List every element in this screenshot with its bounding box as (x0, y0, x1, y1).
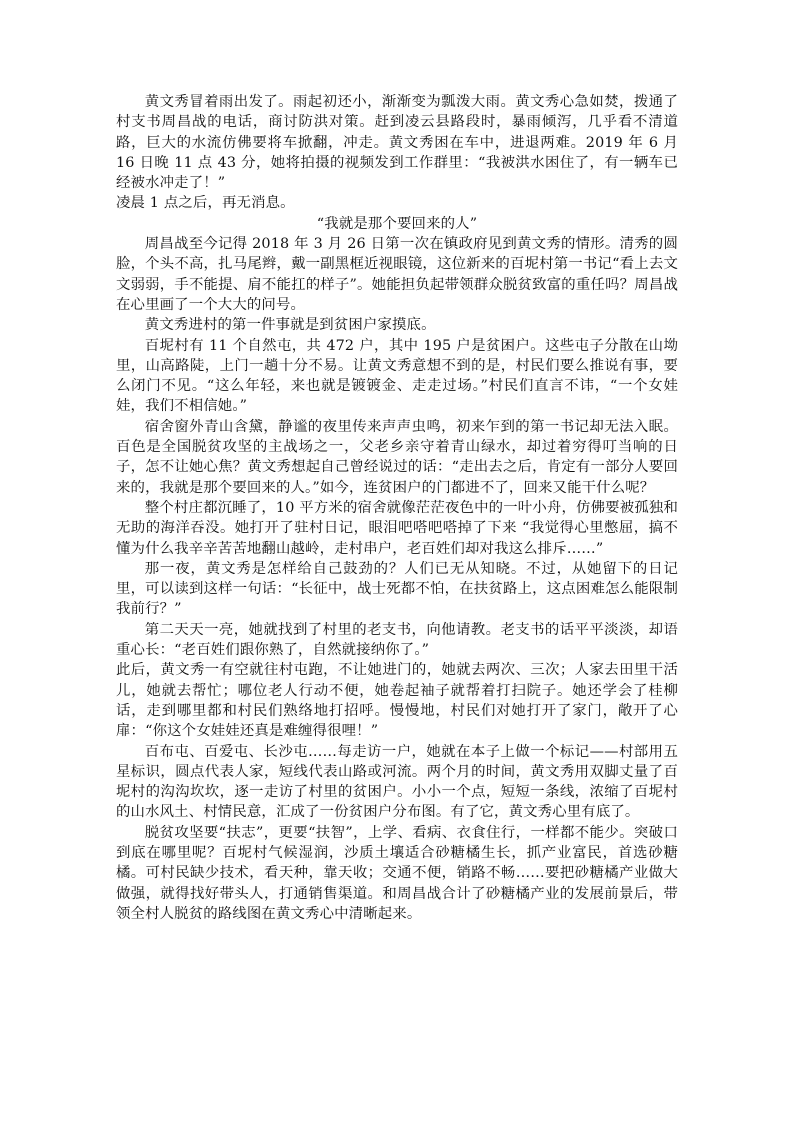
section-heading: “我就是那个要回来的人” (316, 215, 478, 232)
paragraph: 脱贫攻坚要“扶志”，更要“扶智”，上学、看病、衣食住行，一样都不能少。突破口到底在哪里呢？百坭村气候湿润，沙质土壤适合砂糖橘生长，抓产业富民，首选砂糖橘。可村民缺少技术，看天种，靠天收；交通不便，销路不畅……要把砂糖橘产业做大做强，就得找好带头人，打通销售渠道。和周昌战合计了砂糖橘产业的发展前景后，带领全村人脱贫的路线图在黄文秀心中清晰起来。 (116, 824, 678, 922)
paragraph: 第二天天一亮，她就找到了村里的老支书，向他请教。老支书的话平平淡淡，却语重心长：“老百姓们跟你熟了，自然就接纳你了。” (116, 621, 678, 659)
paragraph: 宿舍窗外青山含黛，静谧的夜里传来声声虫鸣，初来乍到的第一书记却无法入眠。百色是全国脱贫攻坚的主战场之一，父老乡亲守着青山绿水，却过着穷得叮当响的日子，怎不让她心焦？黄文秀想起自己曾经说过的话：“走出去之后，肯定有一部分人要回来的，我就是那个要回来的人。”如今，连贫困户的门都进不了，回来又能干什么呢？ (116, 418, 678, 496)
paragraph: 百布屯、百爱屯、长沙屯……每走访一户，她就在本子上做一个标记——村部用五星标识，圆点代表人家，短线代表山路或河流。两个月的时间，黄文秀用双脚丈量了百坭村的沟沟坎坎，逐一走访了村里的贫困户。小小一个点，短短一条线，浓缩了百坭村的山水风土、村情民意，汇成了一份贫困户分布图。有了它，黄文秀心里有底了。 (116, 743, 678, 821)
paragraph: 周昌战至今记得 2018 年 3 月 26 日第一次在镇政府见到黄文秀的情形。清秀的圆脸，个头不高，扎马尾辫，戴一副黑框近视眼镜，这位新来的百坭村第一书记“看上去文文弱弱，手不能提、肩不能扛的样子”。她能担负起带领群众脱贫致富的重任吗？周昌战在心里画了一个大大的问号。 (116, 236, 678, 313)
paragraph: 黄文秀冒着雨出发了。雨起初还小，渐渐变为瓢泼大雨。黄文秀心急如焚，拨通了村支书周昌战的电话，商讨防洪对策。赶到凌云县路段时，暴雨倾泻，几乎看不清道路，巨大的水流仿佛要将车掀翻，冲走。黄文秀困在车中，进退两难。2019 年 6 月 16 日晚 11 点 43 分，她将拍摄的视频发到工作群里：“我被洪水困住了，有一辆车已经被水冲走了！” (116, 94, 678, 192)
document-body (116, 92, 678, 924)
paragraph: 凌晨 1 点之后，再无消息。 (116, 195, 295, 212)
paragraph: 百坭村有 11 个自然屯，共 472 户，其中 195 户是贫困户。这些屯子分散在山坳里，山高路陡，上门一趟十分不易。让黄文秀意想不到的是，村民们要么推说有事，要么闭门不见。“这么年轻，来也就是镀镀金、走走过场。”村民们直言不讳，“一个女娃娃，我们不相信她。” (116, 337, 678, 415)
paragraph: 此后，黄文秀一有空就往村屯跑，不让她进门的，她就去两次、三次；人家去田里干活儿，她就去帮忙；哪位老人行动不便，她卷起袖子就帮着打扫院子。她还学会了桂柳话，走到哪里都和村民们熟络地打招呼。慢慢地，村民们对她打开了家门，敞开了心扉：“你这个女娃娃还真是难缠得很哩！” (116, 662, 678, 740)
paragraph: 整个村庄都沉睡了，10 平方米的宿舍就像茫茫夜色中的一叶小舟，仿佛要被孤独和无助的海洋吞没。她打开了驻村日记，眼泪吧嗒吧嗒掉了下来 “我觉得心里憋屈，搞不懂为什么我辛辛苦苦地翻山越岭，走村串户，老百姓们却对我这么排斥……” (116, 499, 678, 557)
paragraph: 那一夜，黄文秀是怎样给自己鼓劲的？人们已无从知晓。不过，从她留下的日记里，可以读到这样一句话：“长征中，战士死都不怕，在扶贫路上，这点困难怎么能限制我前行？” (116, 560, 678, 618)
paragraph: 黄文秀进村的第一件事就是到贫困户家摸底。 (144, 317, 436, 334)
